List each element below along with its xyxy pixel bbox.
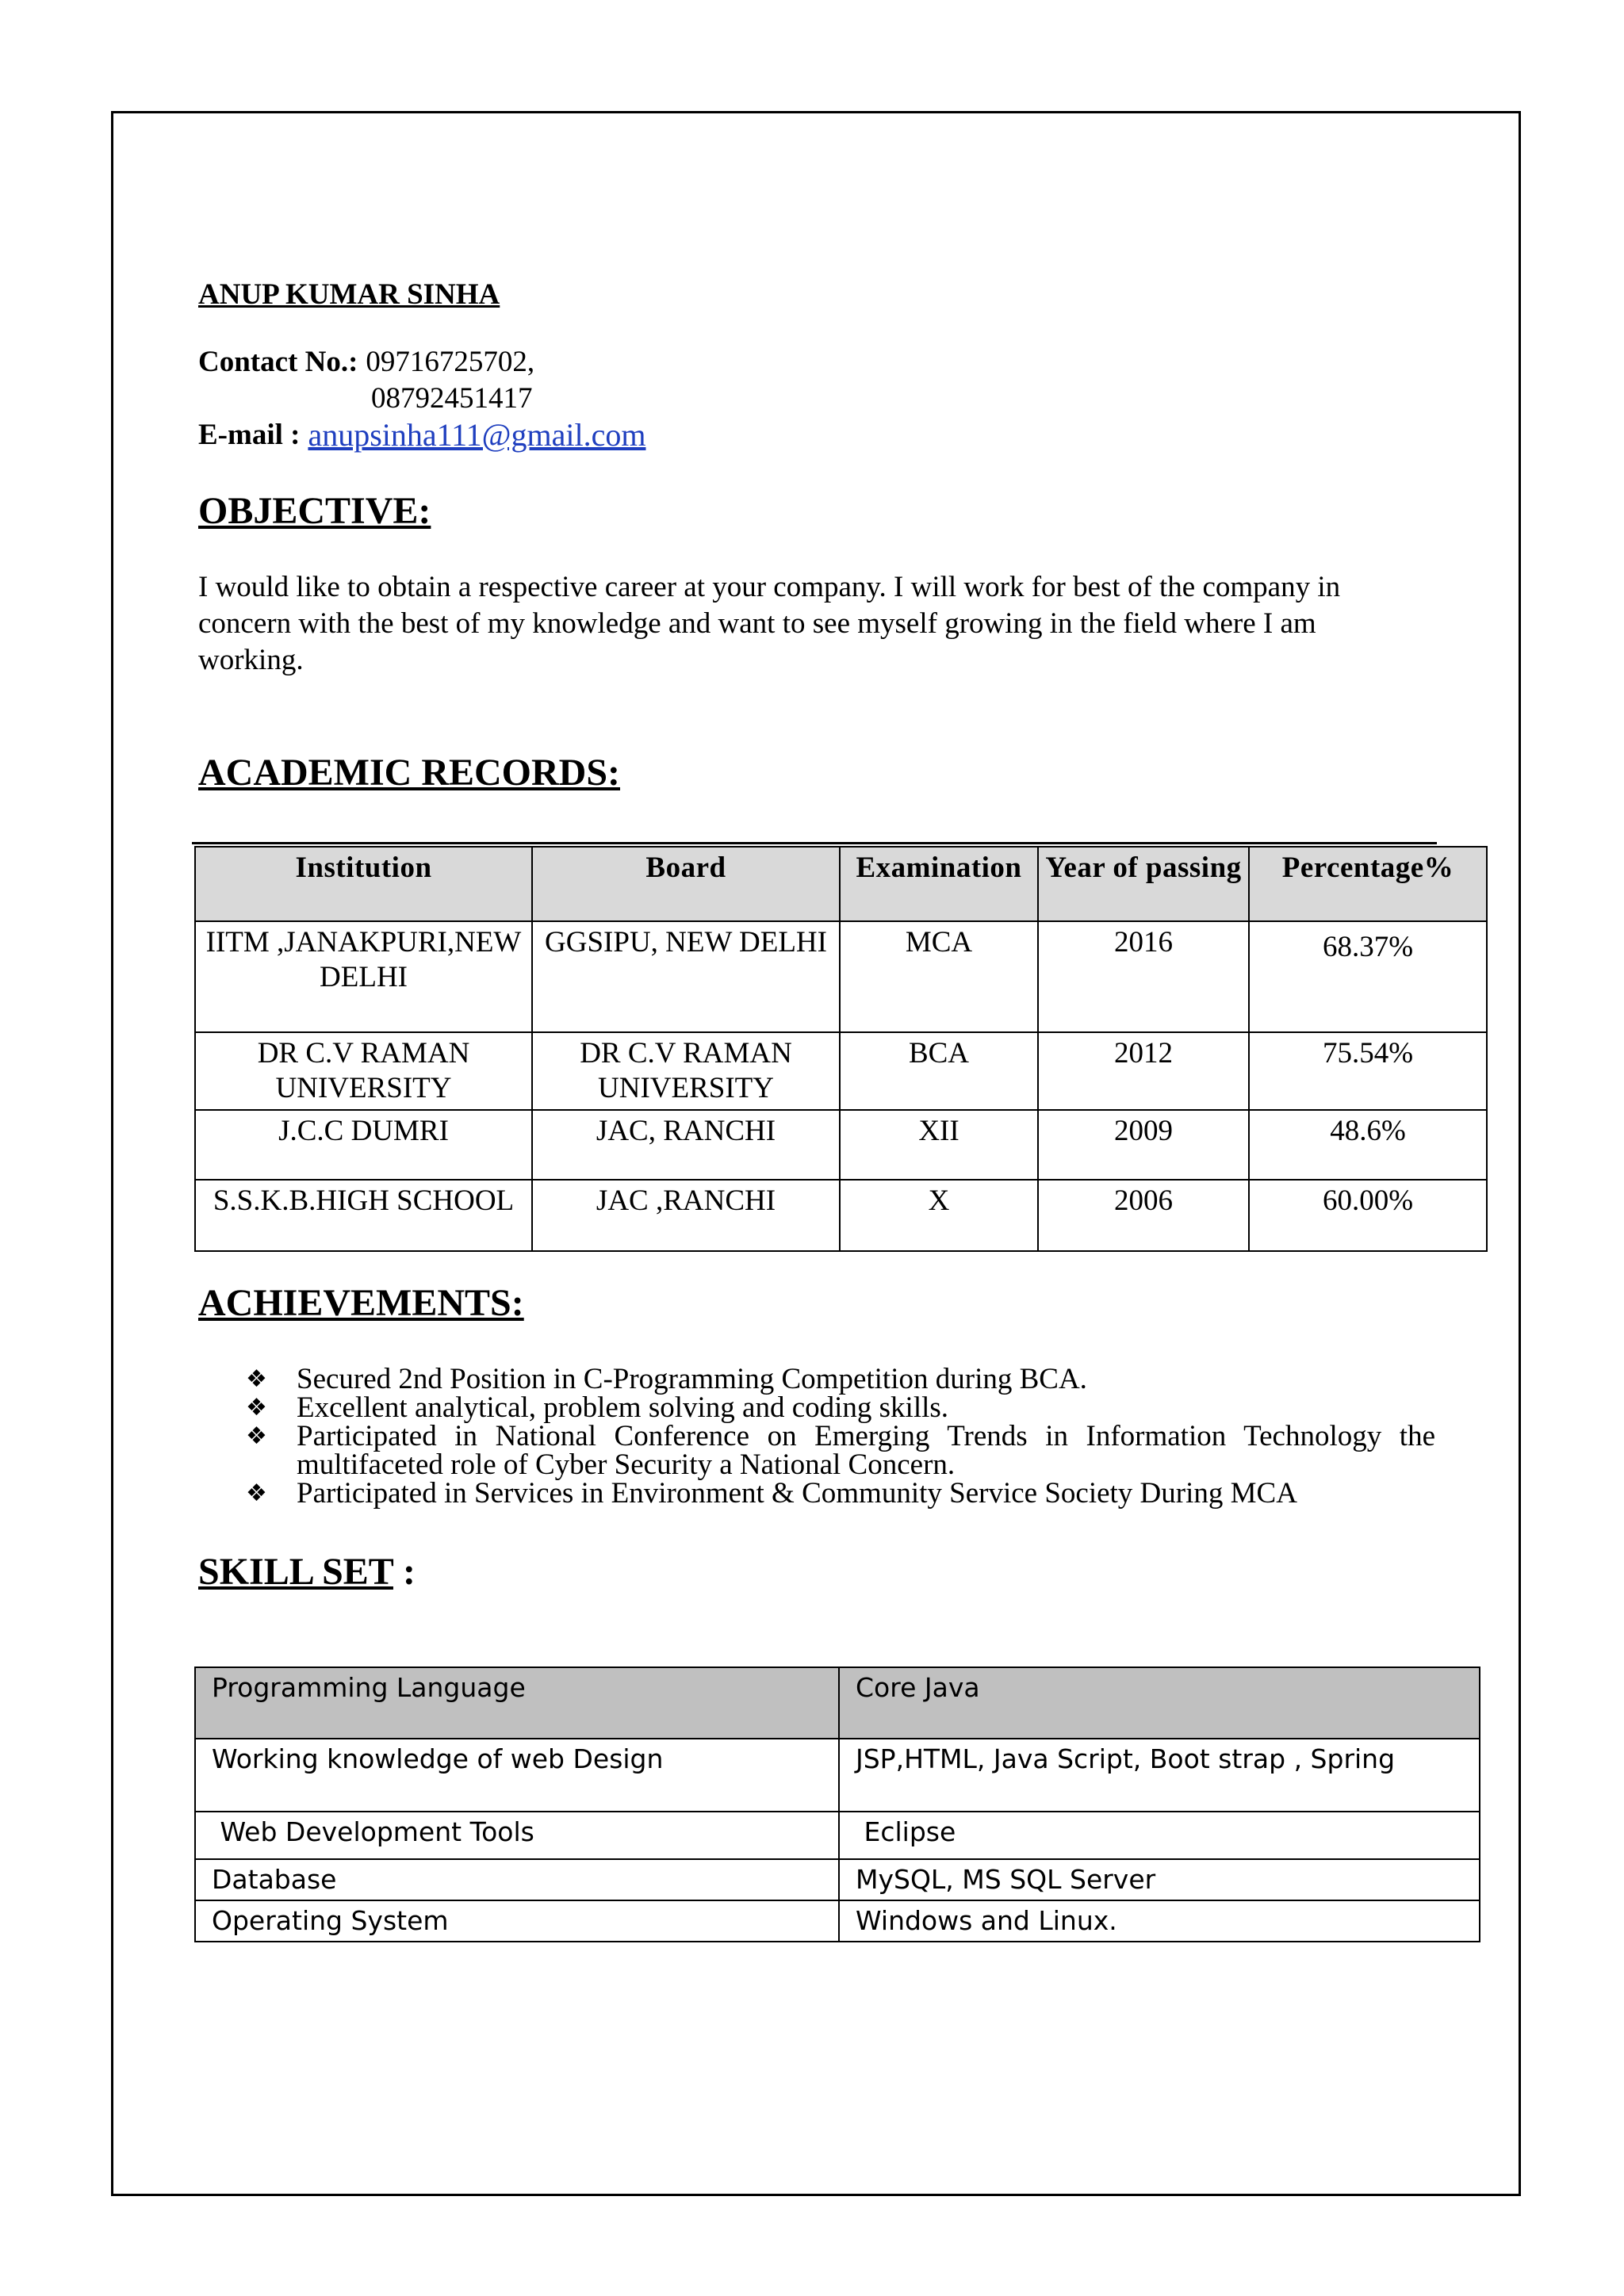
skill-value: MySQL, MS SQL Server — [839, 1859, 1480, 1900]
email-link[interactable]: anupsinha111@gmail.com — [308, 417, 646, 453]
table-row — [195, 1667, 1480, 1739]
cell-board: JAC ,RANCHI — [532, 1180, 840, 1251]
table-row — [195, 1180, 1487, 1251]
candidate-name: ANUP KUMAR SINHA — [198, 278, 500, 311]
list-item — [246, 1365, 1435, 1394]
cell-examination: MCA — [840, 921, 1038, 1032]
achievements-list — [246, 1365, 1435, 1508]
table-row — [195, 1859, 1480, 1900]
table-row — [195, 1110, 1487, 1180]
academic-header-row — [195, 847, 1487, 921]
table-row — [195, 1032, 1487, 1110]
objective-heading: OBJECTIVE: — [198, 490, 431, 533]
skill-category: Operating System — [195, 1900, 839, 1942]
cell-board: GGSIPU, NEW DELHI — [532, 921, 840, 1032]
cell-examination: BCA — [840, 1032, 1038, 1110]
contact-row-secondary — [198, 381, 1499, 417]
cell-institution: S.S.K.B.HIGH SCHOOL — [195, 1180, 532, 1251]
resume-header — [198, 277, 1499, 796]
cell-year: 2016 — [1038, 921, 1249, 1032]
skill-value: Core Java — [839, 1667, 1480, 1739]
cell-year: 2009 — [1038, 1110, 1249, 1180]
skill-category: Web Development Tools — [195, 1812, 839, 1859]
achievements-section — [198, 1280, 524, 1326]
cell-percentage: 60.00% — [1249, 1180, 1487, 1251]
cell-board: DR C.V RAMAN UNIVERSITY — [532, 1032, 840, 1110]
skill-category: Working knowledge of web Design — [195, 1739, 839, 1812]
cell-percentage: 75.54% — [1249, 1032, 1487, 1110]
skill-value: JSP,HTML, Java Script, Boot strap , Spring — [839, 1739, 1480, 1812]
table-row — [195, 921, 1487, 1032]
academic-table — [194, 846, 1488, 1252]
achievement-text: Participated in Services in Environment & Community Service Society During MCA — [297, 1477, 1297, 1510]
cell-institution: J.C.C DUMRI — [195, 1110, 532, 1180]
diamond-bullet-icon: ❖ — [246, 1422, 267, 1450]
skills-heading — [198, 1550, 416, 1594]
contact-label: Contact No.: — [198, 346, 358, 379]
cell-examination: X — [840, 1180, 1038, 1251]
achievements-heading: ACHIEVEMENTS: — [198, 1282, 524, 1324]
header-institution: Institution — [195, 847, 532, 921]
skill-category: Programming Language — [195, 1667, 839, 1739]
phone-secondary: 08792451417 — [371, 382, 533, 415]
diamond-bullet-icon: ❖ — [246, 1479, 267, 1507]
skills-heading-suffix: : — [393, 1551, 416, 1593]
achievement-text: Excellent analytical, problem solving and coding skills. — [297, 1391, 949, 1424]
cell-year: 2006 — [1038, 1180, 1249, 1251]
cell-percentage: 68.37% — [1249, 921, 1487, 1032]
email-row — [198, 417, 1499, 453]
skills-heading-text: SKILL SET — [198, 1551, 393, 1593]
academic-divider — [192, 842, 1437, 844]
header-percentage: Percentage% — [1249, 847, 1487, 921]
achievement-text: Secured 2nd Position in C-Programming Competition during BCA. — [297, 1363, 1087, 1395]
cell-year: 2012 — [1038, 1032, 1249, 1110]
phone-primary: 09716725702, — [366, 346, 535, 379]
email-label: E-mail : — [198, 419, 301, 452]
cell-percentage: 48.6% — [1249, 1110, 1487, 1180]
table-row — [195, 1900, 1480, 1942]
contact-block — [198, 344, 1499, 453]
skills-table — [194, 1667, 1480, 1942]
academic-heading: ACADEMIC RECORDS: — [198, 751, 621, 794]
list-item — [246, 1391, 1435, 1424]
cell-board: JAC, RANCHI — [532, 1110, 840, 1180]
diamond-bullet-icon: ❖ — [246, 1365, 267, 1393]
objective-text: I would like to obtain a respective career at your company. I will work for best of the company in concern with the best of my knowledge and want to see myself growing in the field where I am working. — [198, 570, 1341, 676]
table-row — [195, 1812, 1480, 1859]
achievement-text: Participated in National Conference on Emerging Trends in Information Technology the multifaceted role of Cyber Security a National Concern. — [297, 1420, 1435, 1481]
header-examination: Examination — [840, 847, 1038, 921]
list-item — [246, 1479, 1435, 1508]
list-item — [246, 1422, 1435, 1479]
skill-value: Windows and Linux. — [839, 1900, 1480, 1942]
header-board: Board — [532, 847, 840, 921]
contact-row — [198, 344, 1499, 381]
header-year: Year of passing — [1038, 847, 1249, 921]
table-row — [195, 1739, 1480, 1812]
skill-category: Database — [195, 1859, 839, 1900]
cell-institution: DR C.V RAMAN UNIVERSITY — [195, 1032, 532, 1110]
cell-examination: XII — [840, 1110, 1038, 1180]
cell-institution: IITM ,JANAKPURI,NEW DELHI — [195, 921, 532, 1032]
skill-value: Eclipse — [839, 1812, 1480, 1859]
diamond-bullet-icon: ❖ — [246, 1394, 267, 1422]
